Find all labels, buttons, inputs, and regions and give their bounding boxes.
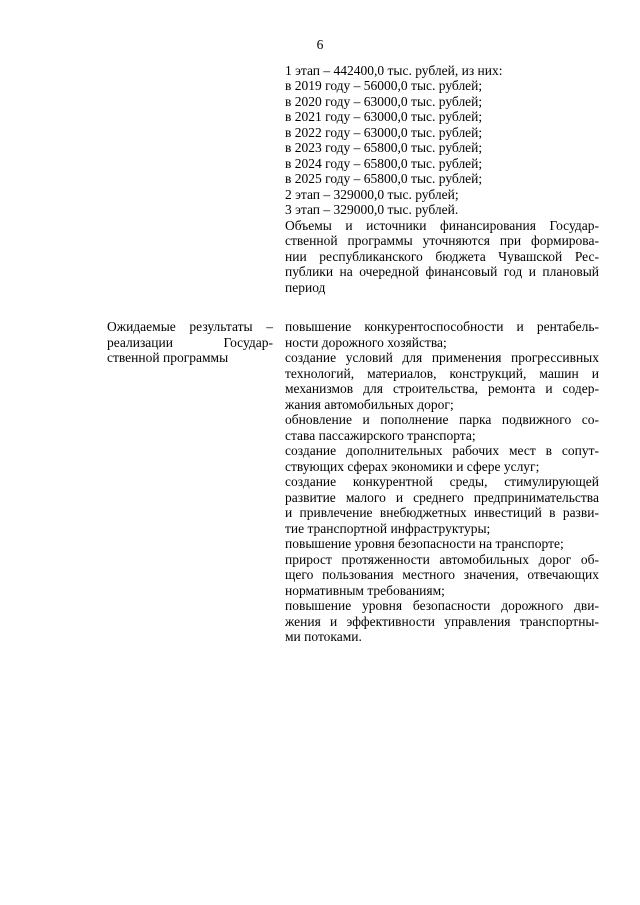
results-line: развитие малого и среднего предпринимательства [285, 490, 599, 505]
results-line: ми потоками. [285, 629, 362, 644]
financing-line: 3 этап – 329000,0 тыс. рублей. [285, 202, 459, 217]
financing-note-line: ственной программы уточняются при формирова- [285, 233, 599, 248]
financing-line: в 2025 году – 65800,0 тыс. рублей; [285, 171, 483, 186]
results-line: повышение уровня безопасности дорожного дви- [285, 598, 599, 613]
financing-note-line: период [285, 280, 326, 295]
results-line: механизмов для строительства, ремонта и содер- [285, 381, 599, 396]
financing-line: в 2020 году – 63000,0 тыс. рублей; [285, 94, 483, 109]
results-line: тие транспортной инфраструктуры; [285, 521, 491, 536]
results-line: повышение конкурентоспособности и рентабель- [285, 319, 599, 334]
financing-line: в 2024 году – 65800,0 тыс. рублей; [285, 156, 483, 171]
results-line: технологий, материалов, конструкций, машин и [285, 366, 599, 381]
results-line: создание дополнительных рабочих мест в сопут- [285, 443, 599, 458]
financing-note-line: нии республиканского бюджета Чувашской Рес- [285, 249, 599, 264]
results-label-line: реализации Государ- [107, 335, 273, 350]
results-line: прирост протяженности автомобильных дорог об- [285, 552, 599, 567]
financing-line: в 2019 году – 56000,0 тыс. рублей; [285, 78, 483, 93]
results-line: ствующих сферах экономики и сфере услуг; [285, 459, 540, 474]
results-line: става пассажирского транспорта; [285, 428, 476, 443]
financing-note-line: Объемы и источники финансирования Государ- [285, 218, 599, 233]
page-number: 6 [316, 37, 324, 52]
results-label-line: Ожидаемые результаты – [107, 319, 273, 334]
financing-note-line: публики на очередной финансовый год и плановый [285, 264, 599, 279]
results-line: ности дорожного хозяйства; [285, 335, 447, 350]
financing-line: 1 этап – 442400,0 тыс. рублей, из них: [285, 63, 503, 78]
results-line: обновление и пополнение парка подвижного со- [285, 412, 599, 427]
financing-line: в 2021 году – 63000,0 тыс. рублей; [285, 109, 483, 124]
results-line: нормативным требованиям; [285, 583, 445, 598]
financing-line: в 2023 году – 65800,0 тыс. рублей; [285, 140, 483, 155]
results-line: щего пользования местного значения, отвечающих [285, 567, 599, 582]
results-line: создание конкурентной среды, стимулирующей [285, 474, 599, 489]
results-line: создание условий для применения прогрессивных [285, 350, 599, 365]
results-line: жания автомобильных дорог; [285, 397, 454, 412]
results-line: жения и эффективности управления транспортны- [285, 614, 599, 629]
results-line: и привлечение внебюджетных инвестиций в разви- [285, 505, 599, 520]
results-label-line: ственной программы [107, 350, 229, 365]
financing-line: в 2022 году – 63000,0 тыс. рублей; [285, 125, 483, 140]
results-line: повышение уровня безопасности на транспорте; [285, 536, 564, 551]
financing-line: 2 этап – 329000,0 тыс. рублей; [285, 187, 459, 202]
